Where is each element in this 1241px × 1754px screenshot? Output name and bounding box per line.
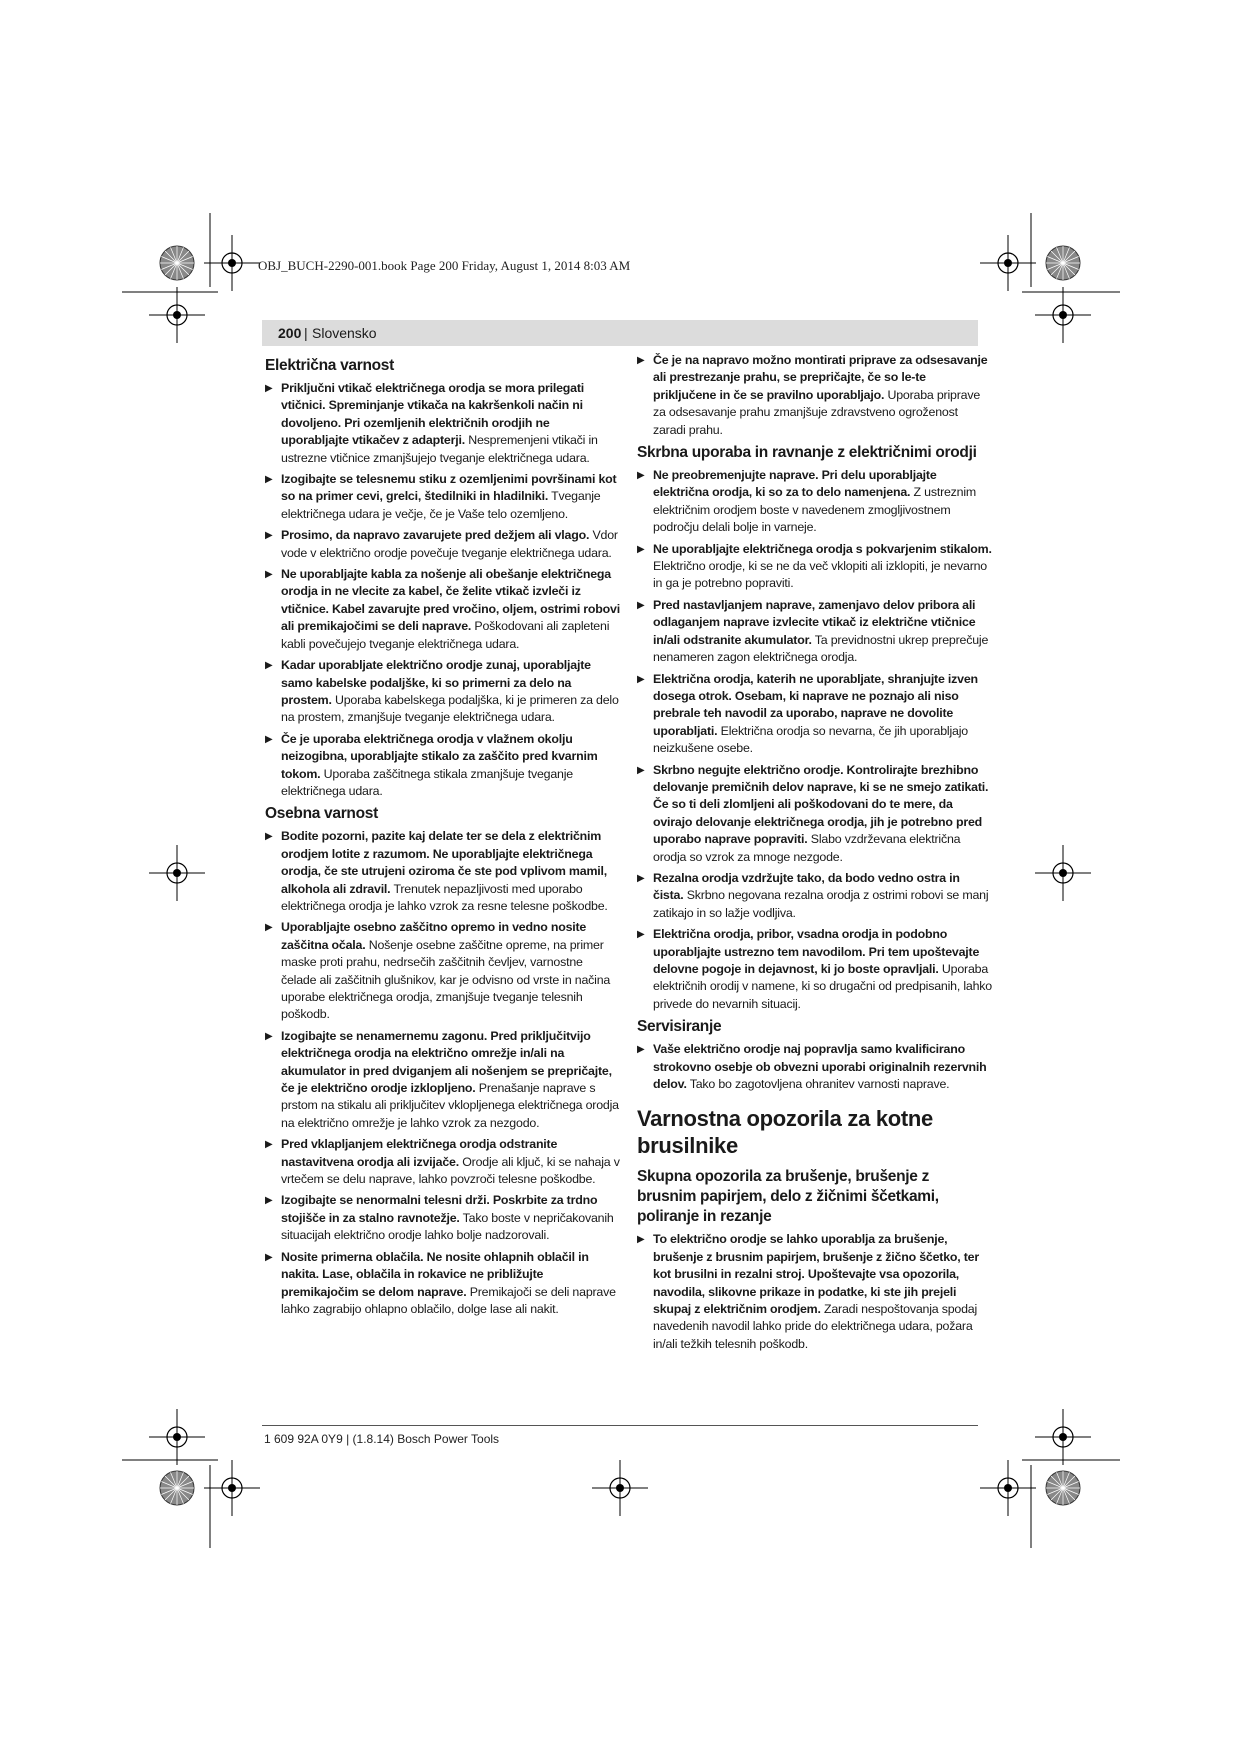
item-text: Slabo vzdrževana električna orodja so vzrok za mnoge nezgode.	[653, 832, 961, 864]
item-text: Nespremenjeni vtikači in ustrezne vtičnice zmanjšujejo tveganje električnega udara.	[281, 433, 598, 465]
bullet-arrow-icon: ▶	[637, 872, 645, 884]
item-text: Uporaba kabelskega podaljška, ki je primeren za delo na prostem, zmanjšuje tveganje električnega udara.	[281, 692, 619, 725]
item-list	[637, 1041, 992, 1093]
bullet-arrow-icon: ▶	[265, 1139, 273, 1151]
crosshair-bottom-left-2	[149, 1409, 205, 1465]
item-bold-text: Nosite primerna oblačila. Ne nosite ohlapnih oblačil in nakita. Lase, oblačila in rokavice ne približujte premikajočim se delom naprave.	[281, 1249, 589, 1299]
item-bold-text: Ne uporabljajte električnega orodja s pokvarjenim stikalom.	[653, 541, 992, 556]
crosshair-top-right-2	[1035, 287, 1091, 343]
section-title-personal-safety: Osebna varnost	[265, 805, 378, 823]
bullet-arrow-icon: ▶	[637, 673, 645, 685]
bullet-arrow-icon: ▶	[265, 1195, 273, 1207]
list-item	[637, 352, 992, 439]
bullet-arrow-icon: ▶	[265, 831, 273, 843]
section-title-electrical-safety: Električna varnost	[265, 357, 394, 374]
sub-heading: Skupna opozorila za brušenje, brušenje z brusnim papirjem, delo z žičnimi ščetkami, poliranje in rezanje	[637, 1168, 939, 1226]
bullet-arrow-icon: ▶	[637, 355, 645, 366]
item-bold-text: Električna orodja, pribor, vsadna orodja in podobno uporabljajte ustrezno tem navodilom. Pri tem upoštevajte delovne pogoje in dejavnost, ki jo boste opravljali.	[653, 927, 980, 976]
item-text: Tako bo zagotovljena ohranitev varnosti naprave.	[686, 1077, 950, 1092]
item-bold-text: Kadar uporabljate električno orodje zunaj, uporabljajte samo kabelske podaljške, ki so primerni za delo na prostem.	[281, 658, 591, 707]
item-text: Uporaba zaščitnega stikala zmanjšuje tveganje električnega udara.	[281, 766, 573, 798]
list-item	[637, 1041, 992, 1093]
bullet-arrow-icon: ▶	[637, 599, 645, 611]
bullet-arrow-icon: ▶	[637, 929, 645, 941]
header-separator: |	[304, 325, 308, 341]
bullet-arrow-icon: ▶	[265, 1030, 273, 1042]
item-bold-text: Bodite pozorni, pazite kaj delate ter se dela z električnim orodjem lotite z razumom. Ne uporabljajte električnega orodja, če ste utrujeni oziroma če ste pod vplivom mamil, alkohola ali zdravil.	[281, 829, 607, 896]
list-item	[265, 566, 620, 653]
item-text: Električno orodje, ki se ne da več vklopiti ali izklopiti, je nevarno in ga je potrebno popraviti.	[653, 559, 987, 591]
item-list	[265, 828, 620, 1318]
bullet-arrow-icon: ▶	[265, 569, 273, 581]
crosshair-middle-left	[149, 845, 205, 901]
header-language: Slovensko	[312, 325, 377, 341]
footer-text: 1 609 92A 0Y9 | (1.8.14) Bosch Power Tools	[264, 1432, 500, 1446]
crosshair-middle-right	[1035, 845, 1091, 901]
bullet-arrow-icon: ▶	[265, 922, 273, 934]
bullet-arrow-icon: ▶	[637, 764, 645, 776]
item-text: Z ustreznim električnim orodjem boste v navedenem zmogljivostnem področju delali bolje in varneje.	[653, 485, 977, 535]
bullet-arrow-icon: ▶	[265, 383, 273, 394]
main-heading: Varnostna opozorila za kotne brusilnike	[637, 1106, 933, 1159]
crosshair-bottom-right-2	[1035, 1409, 1091, 1465]
item-text: Skrbno negovana rezalna orodja z ostrimi robovi se manj zatikajo in so lažje vodljiva.	[653, 888, 989, 920]
item-text: Orodje ali ključ, ki se nahaja v vrtečem se delu naprave, lahko povzroči telesne poškodbe.	[281, 1154, 620, 1187]
item-text: Električna orodja so nevarna, če jih uporabljajo neizkušene osebe.	[653, 723, 968, 756]
item-text: Uporaba priprave za odsesavanje prahu zmanjšuje zdravstveno ogroženost zaradi prahu.	[653, 387, 981, 437]
item-bold-text: Če je uporaba električnega orodja v vlažnem okolju neizogibna, uporabljajte stikalo za zaščito pred kvarnim tokom.	[281, 731, 598, 781]
bullet-arrow-icon: ▶	[637, 543, 645, 555]
section-title-tool-use: Skrbna uporaba in ravnanje z električnimi orodji	[637, 444, 977, 462]
bullet-arrow-icon: ▶	[637, 1044, 645, 1056]
list-item	[265, 731, 620, 801]
item-text: Poškodovani ali zapleteni kabli povečujejo tveganje električnega udara.	[281, 619, 610, 651]
item-text: Trenutek nepazljivosti med uporabo električnega orodja je lahko vzrok za resne telesne poškodbe.	[281, 881, 608, 913]
list-item	[637, 671, 992, 758]
list-item	[265, 1249, 620, 1319]
item-list	[637, 467, 992, 1013]
item-bold-text: Vaše električno orodje naj popravlja samo kvalificirano strokovno osebje ob obvezni uporabi originalnih rezervnih delov.	[653, 1042, 987, 1092]
crosshair-top-left	[204, 235, 260, 291]
item-text: Ta previdnostni ukrep preprečuje nenameren zagon električnega orodja.	[653, 632, 989, 665]
list-item	[637, 541, 992, 593]
item-bold-text: Uporabljajte osebno zaščitno opremo in vedno nosite zaščitna očala.	[281, 920, 587, 952]
item-bold-text: Izogibajte se telesnemu stiku z ozemljenimi površinami kot so na primer cevi, grelci, štedilniki in hladilniki.	[281, 472, 617, 504]
item-list	[637, 1231, 992, 1353]
right-column	[637, 352, 992, 1357]
list-item	[637, 1231, 992, 1353]
crosshair-bottom-center	[592, 1460, 648, 1516]
item-text: Tako boste v nepričakovanih situacijah električno orodje lahko bolje nadzorovali.	[281, 1210, 614, 1243]
item-text: Tveganje električnega udara je večje, če je Vaše telo ozemljeno.	[281, 489, 601, 521]
color-target-top-left	[160, 246, 194, 280]
print-info-line: OBJ_BUCH-2290-001.book Page 200 Friday, August 1, 2014 8:03 AM	[258, 258, 631, 273]
item-text: Uporaba električnih orodij v namene, ki so drugačni od predpisanih, lahko privede do nevarnih situacij.	[653, 962, 992, 1011]
item-bold-text: Izogibajte se nenormalni telesni drži. Poskrbite za trdno stojišče in za stalno ravnotežje.	[281, 1193, 598, 1225]
list-item	[265, 1136, 620, 1188]
item-bold-text: Ne uporabljajte kabla za nošenje ali obešanje električnega orodja in ne vlecite za kabel, če želite vtikač izvleči iz vtičnice. Kabel zavarujte pred vročino, oljem, ostrimi robovi ali premikajočimi se deli naprave.	[281, 567, 620, 634]
crosshair-bottom-left	[204, 1460, 260, 1516]
crosshair-top-left-2	[149, 287, 205, 343]
list-item	[265, 1192, 620, 1244]
list-item	[265, 471, 620, 523]
list-item	[637, 467, 992, 537]
item-bold-text: Ne preobremenjujte naprave. Pri delu uporabljajte električna orodja, ki so za to delo namenjena.	[653, 468, 937, 500]
item-text: Nošenje osebne zaščitne opreme, na primer maske proti prahu, nedrsečih zaščitnih čevljev, varnostne čelade ali zaščitnih glušnikov, kar je odvisno od vrste in načina uporabe električnega orodja, zmanjšuje tveganje telesnih poškodb.	[281, 937, 611, 1022]
left-column	[265, 352, 620, 1322]
footer-rule	[262, 1425, 978, 1426]
list-item	[637, 870, 992, 922]
color-target-bottom-right	[1046, 1471, 1080, 1505]
item-bold-text: Priključni vtikač električnega orodja se mora prilegati vtičnici. Spreminjanje vtikača na kakršenkoli način ni dovoljeno. Pri ozemljenih električnih orodjih ne uporabljajte vtikačev z adapterji.	[281, 381, 585, 448]
list-item	[265, 828, 620, 915]
item-bold-text: Pred nastavljanjem naprave, zamenjavo delov pribora ali odlaganjem naprave izvlecite vtikač iz električne vtičnice in/ali odstranite akumulator.	[653, 597, 976, 647]
bullet-arrow-icon: ▶	[265, 530, 273, 542]
bullet-arrow-icon: ▶	[265, 474, 273, 486]
bullet-arrow-icon: ▶	[637, 470, 645, 482]
item-bold-text: To električno orodje se lahko uporablja za brušenje, brušenje z brusnim papirjem, brušenje z žično ščetko, ter kot brusilni in rezalni stroj. Upoštevajte vsa opozorila, navodila, slikovne prikaze in podatke, ki ste jih prejeli skupaj z električnim orodjem.	[653, 1232, 979, 1317]
bullet-arrow-icon: ▶	[265, 733, 273, 745]
item-list	[637, 352, 992, 439]
color-target-top-right	[1046, 246, 1080, 280]
item-text: Premikajoči se deli naprave lahko zagrabijo ohlapno oblačilo, dolge lase ali nakit.	[281, 1284, 616, 1316]
item-text: Vdor vode v električno orodje povečuje tveganje električnega udara.	[281, 528, 618, 560]
item-text: Zaradi nespoštovanja spodaj navedenih navodil lahko pride do električnega udara, požara in/ali težkih telesnih poškodb.	[653, 1302, 978, 1351]
list-item	[265, 380, 620, 467]
item-text: Prenašanje naprave s prstom na stikalu ali priključitev vklopljenega električnega orodja na električno omrežje je lahko vzrok za nezgodo.	[281, 1081, 619, 1130]
item-bold-text: Če je na napravo možno montirati priprave za odsesavanje ali prestrezanje prahu, se prepričajte, če so le-te priključene in če se pravilno uporabljajo.	[653, 353, 988, 402]
list-item	[265, 1028, 620, 1132]
item-bold-text: Pred vklapljanjem električnega orodja odstranite nastavitvena orodja ali izvijače.	[281, 1137, 558, 1169]
list-item	[637, 926, 992, 1013]
list-item	[265, 657, 620, 727]
bullet-arrow-icon: ▶	[265, 1251, 273, 1263]
item-bold-text: Električna orodja, katerih ne uporabljate, shranjujte izven dosega otrok. Osebam, ki naprave ne poznajo ali niso prebrale teh navodil za uporabo, naprave ne dovolite uporabljati.	[653, 671, 978, 738]
list-item	[637, 762, 992, 866]
item-list	[265, 380, 620, 800]
crosshair-bottom-right	[980, 1460, 1036, 1516]
crosshair-top-right	[980, 235, 1036, 291]
item-bold-text: Prosimo, da napravo zavarujete pred dežjem ali vlago.	[281, 528, 590, 543]
list-item	[265, 919, 620, 1023]
section-title-service: Servisiranje	[637, 1018, 722, 1036]
page-number: 200	[278, 325, 302, 341]
bullet-arrow-icon: ▶	[265, 660, 273, 672]
color-target-bottom-left	[160, 1471, 194, 1505]
bullet-arrow-icon: ▶	[637, 1234, 645, 1246]
item-bold-text: Skrbno negujte električno orodje. Kontrolirajte brezhibno delovanje premičnih delov naprave, ki se ne smejo zatikati. Če so ti deli zlomljeni ali poškodovani do te mere, da ovirajo delovanje električnega orodja, jih je potrebno pred uporabo naprave popraviti.	[653, 762, 989, 847]
list-item	[265, 527, 620, 562]
item-bold-text: Izogibajte se nenamernemu zagonu. Pred priključitvijo električnega orodja na električno omrežje in/ali na akumulator in pred dviganjem ali nošenjem se prepričajte, če je električno orodje izklopljeno.	[281, 1028, 612, 1096]
list-item	[637, 597, 992, 667]
item-bold-text: Rezalna orodja vzdržujte tako, da bodo vedno ostra in čista.	[653, 870, 960, 903]
